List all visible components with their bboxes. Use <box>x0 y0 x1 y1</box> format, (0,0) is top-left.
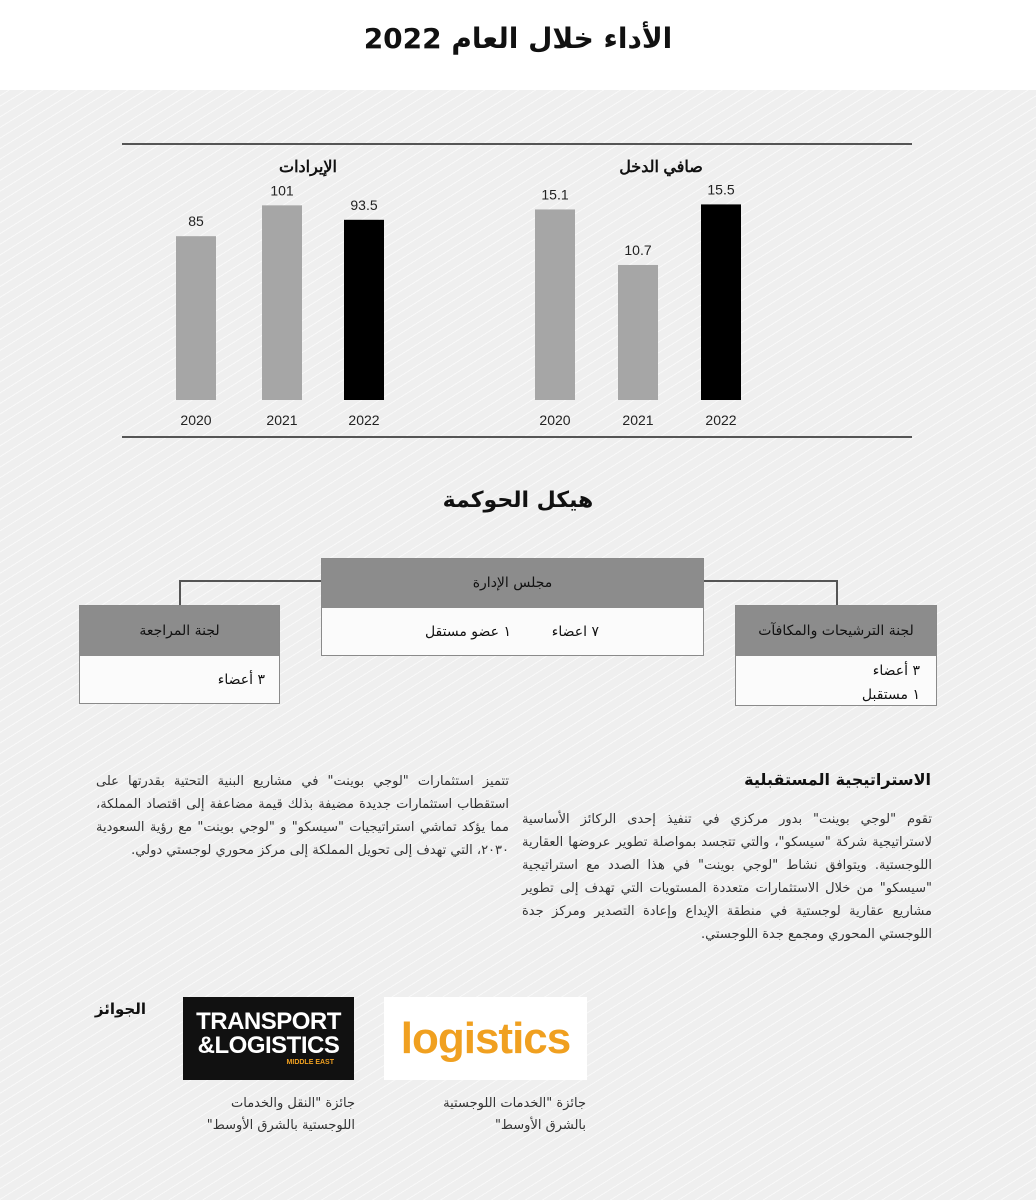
strategy-title: الاستراتيجية المستقبلية <box>744 770 931 789</box>
revenue-value-label-2022: 93.5 <box>350 196 378 213</box>
net-income-value-label-2020: 15.1 <box>541 186 569 203</box>
strategy-paragraph-left: تتميز استثمارات "لوجي بوينت" في مشاريع البنية التحتية بقدرتها على استقطاب استثمارات جديدة مضيفة بذلك قيمة مضاعفة إلى اقتصاد المملكة، مما يؤكد تماشي استراتيجيات "سيسكو" و "لوجي بوينت" مع رؤية السعودية ٢٠٣٠، التي تهدف إلى تحويل المملكة إلى مركز محوري لوجستي دولي. <box>96 774 509 858</box>
charts-area <box>0 140 1036 440</box>
transport-logistics-logo <box>183 997 354 1080</box>
nominations-committee-title: لجنة الترشيحات والمكافآت <box>736 606 936 656</box>
net-income-bar-2022 <box>701 204 741 400</box>
board-independent: ١ عضو مستقل <box>424 624 511 640</box>
revenue-value-label-2020: 85 <box>188 213 204 230</box>
net-income-tick-label-2020: 2020 <box>539 412 571 428</box>
page-header <box>0 0 1036 90</box>
revenue-tick-label-2022: 2022 <box>348 412 380 428</box>
net-income-tick-label-2022: 2022 <box>705 412 737 428</box>
audit-members: ٣ أعضاء <box>217 672 265 688</box>
connector-right-h <box>703 580 838 582</box>
revenue-tick-label-2020: 2020 <box>180 412 212 428</box>
logistics-award-caption: جائزة "الخدمات اللوجستية بالشرق الأوسط" <box>443 1096 586 1133</box>
connector-left-h <box>179 580 322 582</box>
net-income-value-label-2022: 15.5 <box>707 181 735 198</box>
logistics-logo-text: logistics <box>400 1013 571 1063</box>
revenue-value-label-2021: 101 <box>270 182 294 199</box>
board-title: مجلس الإدارة <box>322 559 703 608</box>
governance-title: هيكل الحوكمة <box>442 488 594 513</box>
transport-logo-line3: MIDDLE EAST <box>286 1059 334 1066</box>
nominations-members: ٣ أعضاء <box>872 663 920 679</box>
logistics-logo <box>384 997 587 1080</box>
net-income-bar-2020 <box>535 209 575 400</box>
connector-right-v <box>836 580 838 605</box>
audit-committee-box <box>79 605 280 704</box>
audit-committee-body <box>80 656 279 688</box>
strategy-paragraph-right: تقوم "لوجي بوينت" بدور مركزي في تنفيذ إحدى الركائز الأساسية لاستراتيجية شركة "سيسكو"، والتي تتجسد بمواصلة تطوير عروضها العقارية اللوجستية. ويتوافق نشاط "لوجي بوينت" في هذا الصدد مع استراتيجية "سيسكو" من خلال الاستثمارات متعددة المستويات التي تهدف إلى تطوير مشاريع عقارية لوجستية في منطقة الإيداع وإعادة التصدير ومركز جدة اللوجستي المحوري ومجمع جدة اللوجستي. <box>522 812 932 942</box>
revenue-tick-label-2021: 2021 <box>266 412 298 428</box>
page-title: الأداء خلال العام 2022 <box>363 22 673 55</box>
transport-logo-line2: &LOGISTICS <box>197 1032 340 1059</box>
board-members: ٧ اعضاء <box>551 624 599 640</box>
nominations-committee-body <box>736 656 936 707</box>
net-income-chart-title: صافي الدخل <box>619 159 703 176</box>
connector-left-v <box>179 580 181 605</box>
transport-logo-line1: TRANSPORT <box>196 1008 341 1035</box>
audit-committee-title: لجنة المراجعة <box>80 606 279 656</box>
revenue-bar-2021 <box>262 205 302 400</box>
nominations-committee-box <box>735 605 937 706</box>
awards-title: الجوائز <box>94 1000 146 1018</box>
net-income-value-label-2021: 10.7 <box>624 241 652 258</box>
board-box <box>321 558 704 656</box>
board-body <box>322 608 703 655</box>
revenue-chart-title: الإيرادات <box>279 159 337 176</box>
net-income-bar-2021 <box>618 265 658 400</box>
revenue-bar-2020 <box>176 236 216 400</box>
revenue-bar-2022 <box>344 220 384 400</box>
nominations-independent: ١ مستقبل <box>861 687 920 703</box>
net-income-tick-label-2021: 2021 <box>622 412 654 428</box>
transport-award-caption: جائزة "النقل والخدمات اللوجستية بالشرق الأوسط" <box>206 1096 355 1133</box>
